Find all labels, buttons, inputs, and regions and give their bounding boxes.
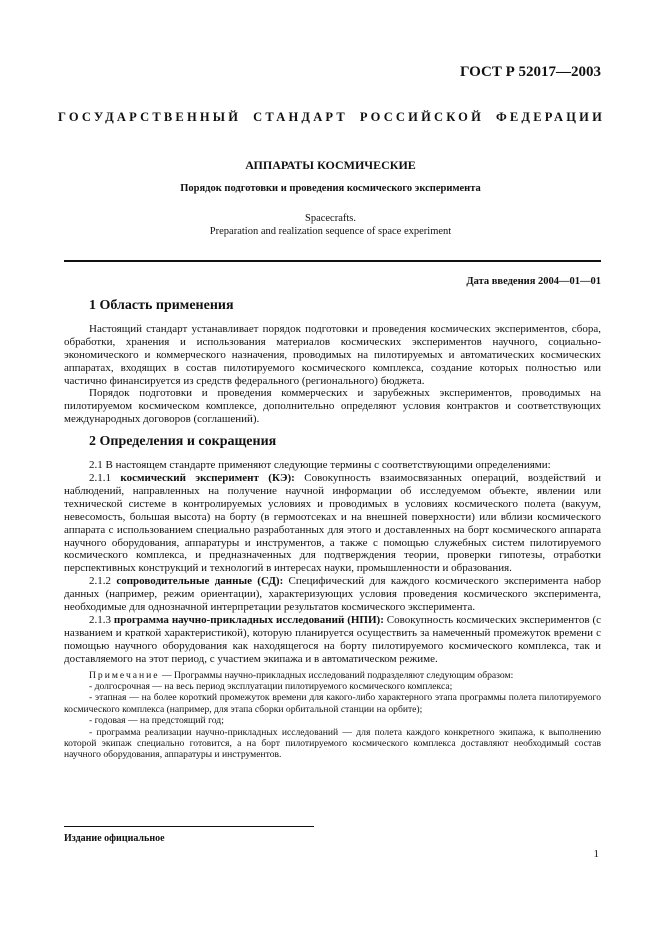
document-title: АППАРАТЫ КОСМИЧЕСКИЕ [245,158,416,172]
standard-code: ГОСТ Р 52017—2003 [459,64,601,80]
section-2-heading: 2 Определения и сокращения [89,434,277,450]
section-1-paragraph-1: Настоящий стандарт устанавливает порядок подготовки и проведения космических экспериментов, сбора, обработки, хранения и использования материалов космических экспериментов научного, социально-экономического и коммерческого назначения, проводимых на пилотируемых и автоматических космических аппаратах, входящих в состав пилотируемого космического комплекса, создание которых полностью или частично финансируется из средств федерального (регионального) бюджета. [64,322,601,387]
english-title [0,212,661,238]
definition-term: космический эксперимент (КЭ): [120,471,295,484]
definition-text: Совокупность взаимосвязанных операций, воздействий и наблюдений, направленных на получение научной информации об исследуемом объекте, явлении или технической системе в контролируемых условиях и проводимых в условиях космического полета (вакуум, невесомость, большая высота) на борту (в гермоотсеках и на внешней поверхности) или вблизи космического аппарата с использованием специально разработанных для этого и доставленных на борт космического аппарата научного оборудования, аппаратуры и инструментов, а также с помощью служебных систем пилотируемого космического комплекса, и предназначенных для подтверждения теории, проверки гипотезы, отработки перспективных конструкций и технологий в интересах науки, промышленности и образования. [64,471,602,575]
english-title-line-1: Spacecrafts. [304,213,356,224]
note-block [64,670,601,761]
note-item: - годовая — на предстоящий год; [89,715,224,727]
note-item: - этапная — на более короткий промежуток времени для какого-либо характерного этапа программы полета пилотируемого космического комплекса (например, для этапа сборки орбитальной станции на орбите); [64,692,601,715]
definition-number: 2.1.3 [89,613,114,626]
definition-term: сопроводительные данные (СД): [116,575,284,588]
official-edition-label: Издание официальное [64,833,165,844]
title-divider [64,260,601,262]
definition-term: программа научно-прикладных исследований (НПИ): [113,613,384,626]
effective-date: Дата введения 2004—01—01 [466,276,601,287]
note-label: Примечание [89,669,160,681]
section-1-heading: 1 Область применения [89,298,234,313]
state-standard-banner: ГОСУДАРСТВЕННЫЙ СТАНДАРТ РОССИЙСКОЙ ФЕДЕРАЦИИ [58,110,605,124]
definition-2-1-1 [64,472,601,575]
note-intro [64,670,601,681]
note-item: - долгосрочная — на весь период эксплуатации пилотируемого космического комплекса; [89,680,453,692]
page-number: 1 [593,848,599,860]
definition-text: Совокупность космических экспериментов (с названием и краткой характеристикой), которую планируется осуществить за намеченный промежуток времени с помощью научного оборудования как находящегося на борту пилотируемого космического комплекса, так и доставляемого на этот период, с участием экипажа и в автоматическом режиме. [64,613,601,665]
section-1-paragraph-2: Порядок подготовки и проведения коммерческих и зарубежных экспериментов, проводимых на пилотируемом космическом комплексе, дополнительно определяют условия контрактов и соответствующих международных договоров (соглашений). [64,387,601,426]
definition-2-1-3 [64,614,601,666]
english-title-line-2: Preparation and realization sequence of space experiment [209,226,452,237]
section-2-intro: 2.1 В настоящем стандарте применяют следующие термины с соответствующими определениями: [89,459,551,472]
document-body [64,300,601,761]
definition-number: 2.1.2 [89,575,117,588]
definition-text: Специфический для каждого космического эксперимента набор данных (например, режим ориентации), характеризующих условия проведения космического эксперимента, необходимые для однозначной интерпретации результатов космического эксперимента. [64,575,602,614]
definition-2-1-2 [64,575,601,614]
note-item: - программа реализации научно-прикладных исследований — для полета каждого конкретного экипажа, к выполнению которой экипаж специально готовится, а на борт пилотируемого космического комплекса доставляют необходимый состав научного оборудования, аппаратуры и инструментов. [64,726,601,761]
note-intro-text: — Программы научно-прикладных исследований подразделяют следующим образом: [159,669,514,681]
definition-number: 2.1.1 [89,471,121,484]
footer-divider [64,826,314,827]
document-subtitle: Порядок подготовки и проведения космического эксперимента [180,183,481,194]
